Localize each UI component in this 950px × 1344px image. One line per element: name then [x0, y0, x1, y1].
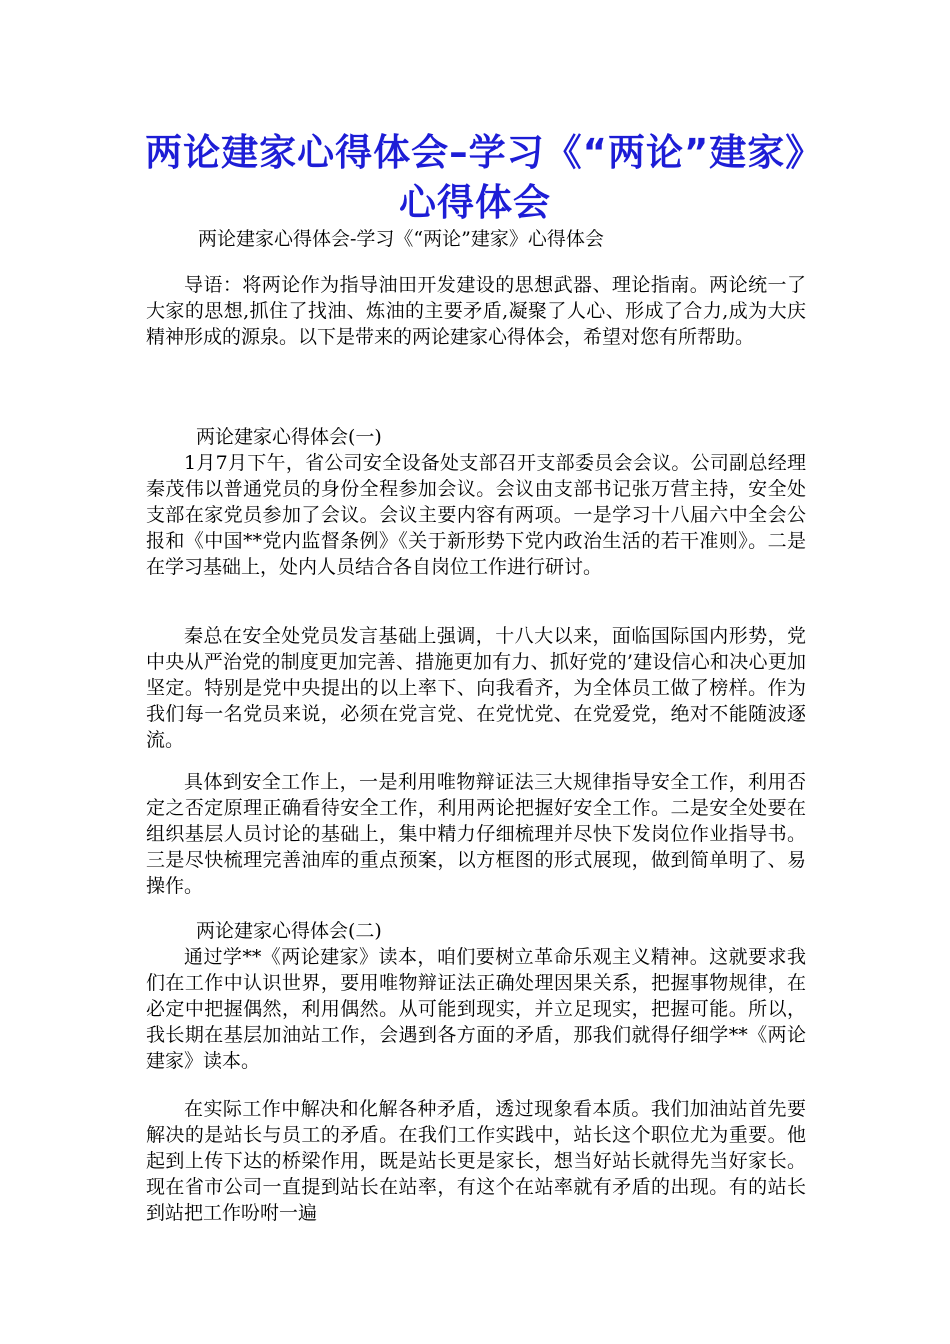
section-1-paragraph-3: 具体到安全工作上，一是利用唯物辩证法三大规律指导安全工作，利用否定之否定原理正确看待安全工作，利用两论把握好安全工作。二是安全处要在组织基层人员讨论的基础上，集中精力仔细梳理并尽快下发岗位作业指导书。三是尽快梳理完善油库的重点预案，以方框图的形式展现，做到简单明了、易操作。 — [146, 771, 806, 897]
section-1-paragraph-2: 秦总在安全处党员发言基础上强调，十八大以来，面临国际国内形势，党中央从严治党的制度更加完善、措施更加有力、抓好党的’建设信心和决心更加坚定。特别是党中央提出的以上率下、向我看齐，为全体员工做了榜样。作为我们每一名党员来说，必须在党言党、在党忧党、在党爱党，绝对不能随波逐流。 — [146, 625, 806, 751]
section-2-heading: 两论建家心得体会(二) — [196, 920, 382, 942]
section-2-paragraph-1: 通过学**《两论建家》读本，咱们要树立革命乐观主义精神。这就要求我们在工作中认识世界，要用唯物辩证法正确处理因果关系，把握事物规律，在必定中把握偶然，利用偶然。从可能到现实，并立足现实，把握可能。所以，我长期在基层加油站工作，会遇到各方面的矛盾，那我们就得仔细学**《两论建家》读本。 — [146, 946, 806, 1072]
section-2-paragraph-2: 在实际工作中解决和化解各种矛盾，透过现象看本质。我们加油站首先要解决的是站长与员工的矛盾。在我们工作实践中，站长这个职位尤为重要。他起到上传下达的桥梁作用，既是站长更是家长，想当好站长就得先当好家长。现在省市公司一直提到站长在站率，有这个在站率就有矛盾的出现。有的站长到站把工作吩咐一遍 — [146, 1098, 806, 1224]
document-subtitle: 两论建家心得体会-学习《“两论”建家》心得体会 — [198, 228, 604, 250]
document-title: 两论建家心得体会–学习《“两论”建家》心得体会 — [145, 131, 805, 224]
intro-paragraph: 导语：将两论作为指导油田开发建设的思想武器、理论指南。两论统一了大家的思想,抓住了找油、炼油的主要矛盾,凝聚了人心、形成了合力,成为大庆精神形成的源泉。以下是带来的两论建家心得体会，希望对您有所帮助。 — [146, 274, 806, 348]
section-1-paragraph-1: 1月7月下午，省公司安全设备处支部召开支部委员会会议。公司副总经理秦茂伟以普通党员的身份全程参加会议。会议由支部书记张万营主持，安全处支部在家党员参加了会议。会议主要内容有两项。一是学习十八届六中全会公报和《中国**党内监督条例》《关于新形势下党内政治生活的若干准则》。二是在学习基础上，处内人员结合各自岗位工作进行研讨。 — [146, 452, 806, 578]
section-1-heading: 两论建家心得体会(一) — [196, 426, 382, 448]
